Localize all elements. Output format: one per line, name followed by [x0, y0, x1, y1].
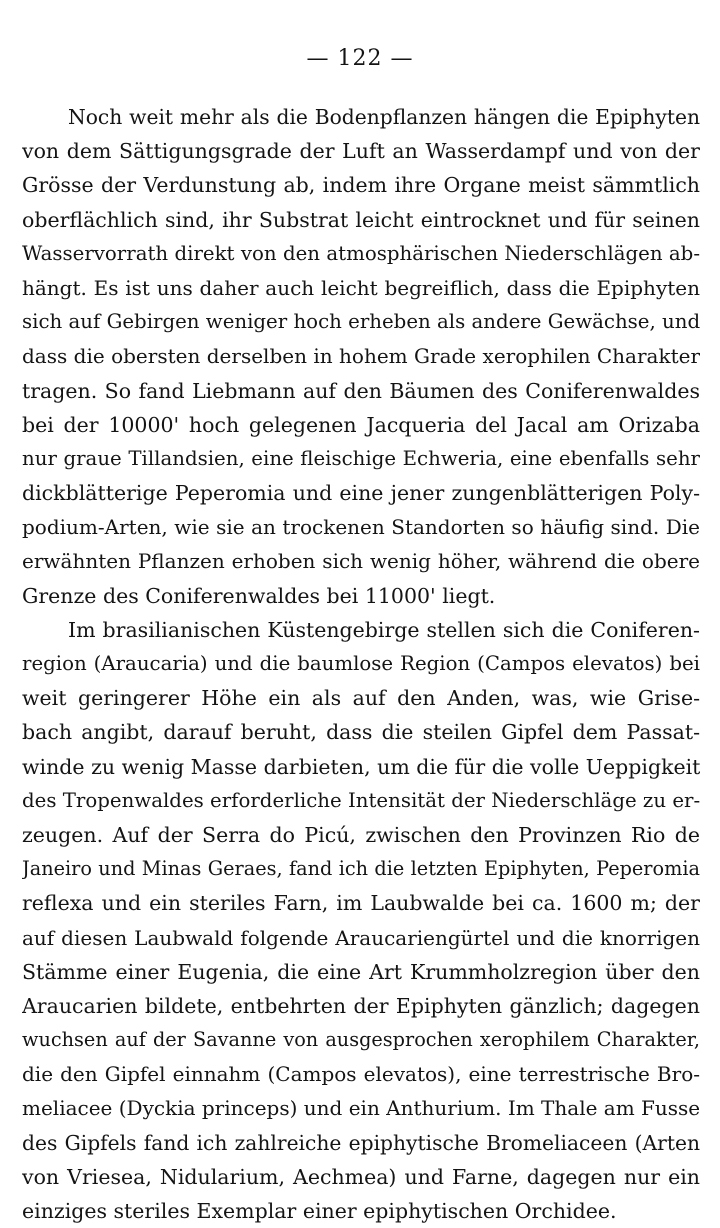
text-line: erwähnten Pflanzen erhoben sich wenig höher, während die obere	[22, 549, 700, 574]
paragraph-epiphyten-luft	[22, 100, 700, 613]
text-line: die den Gipfel einnahm (Campos elevatos), eine terrestrische Bro-	[22, 1062, 700, 1087]
text-line: Noch weit mehr als die Bodenpflanzen hängen die Epiphyten	[68, 105, 700, 129]
text-line: Janeiro und Minas Geraes, fand ich die letzten Epiphyten, Peperomia	[22, 857, 700, 881]
text-line: dickblätterige Peperomia und eine jener zungenblätterigen Poly-	[22, 481, 700, 506]
page-number: — 122 —	[306, 46, 414, 71]
paragraph-kuestengebirge	[22, 613, 700, 1228]
text-line: Stämme einer Eugenia, die eine Art Krummholzregion über den	[22, 959, 700, 984]
text-line: des Tropenwaldes erforderliche Intensität der Niederschläge zu er-	[22, 788, 700, 812]
text-line: bach angibt, darauf beruht, dass die steilen Gipfel dem Passat-	[22, 720, 700, 745]
text-line: tragen. So fand Liebmann auf den Bäumen des Coniferenwaldes	[22, 378, 700, 403]
text-line: wuchsen auf der Savanne von ausgesprochen xerophilem Charakter,	[22, 1028, 700, 1052]
text-line: Grenze des Coniferenwaldes bei 11000' liegt.	[22, 583, 496, 608]
text-line: hängt. Es ist uns daher auch leicht begreiflich, dass die Epiphyten	[22, 275, 700, 300]
text-line: von dem Sättigungsgrade der Luft an Wasserdampf und von der	[22, 139, 700, 164]
text-line: des Gipfels fand ich zahlreiche epiphytische Bromeliaceen (Arten	[22, 1130, 700, 1155]
text-line: bei der 10000' hoch gelegenen Jacqueria del Jacal am Orizaba	[22, 412, 700, 437]
text-line: podium-Arten, wie sie an trockenen Standorten so häufig sind. Die	[22, 515, 700, 540]
text-line: region (Araucaria) und die baumlose Region (Campos elevatos) bei	[22, 652, 700, 675]
body-text	[22, 100, 700, 1228]
text-line: weit geringerer Höhe ein als auf den Anden, was, wie Grise-	[22, 686, 700, 711]
text-line: oberflächlich sind, ihr Substrat leicht eintrocknet und für seinen	[22, 207, 700, 232]
text-line: reflexa und ein steriles Farn, im Laubwalde bei ca. 1600 m; der	[22, 891, 700, 916]
text-line: Im brasilianischen Küstengebirge stellen sich die Coniferen-	[68, 617, 700, 642]
text-line: auf diesen Laubwald folgende Araucariengürtel und die knorrigen	[22, 925, 700, 950]
text-line: sich auf Gebirgen weniger hoch erheben als andere Gewächse, und	[22, 310, 700, 334]
text-line: einziges steriles Exemplar einer epiphytischen Orchidee.	[22, 1199, 617, 1223]
text-line: nur graue Tillandsien, eine fleischige Echweria, eine ebenfalls sehr	[22, 446, 700, 470]
text-line: zeugen. Auf der Serra do Picú, zwischen den Provinzen Rio de	[22, 822, 700, 847]
text-line: Grösse der Verdunstung ab, indem ihre Organe meist sämmtlich	[22, 173, 700, 198]
text-line: Araucarien bildete, entbehrten der Epiphyten gänzlich; dagegen	[22, 993, 700, 1018]
text-line: winde zu wenig Masse darbieten, um die für die volle Ueppigkeit	[22, 754, 700, 779]
text-line: dass die obersten derselben in hohem Grade xerophilen Charakter	[22, 344, 700, 369]
text-line: Wasservorrath direkt von den atmosphärischen Niederschlägen ab-	[22, 241, 700, 265]
text-line: meliacee (Dyckia princeps) und ein Anthurium. Im Thale am Fusse	[22, 1096, 700, 1121]
text-line: von Vriesea, Nidularium, Aechmea) und Farne, dagegen nur ein	[22, 1164, 700, 1189]
